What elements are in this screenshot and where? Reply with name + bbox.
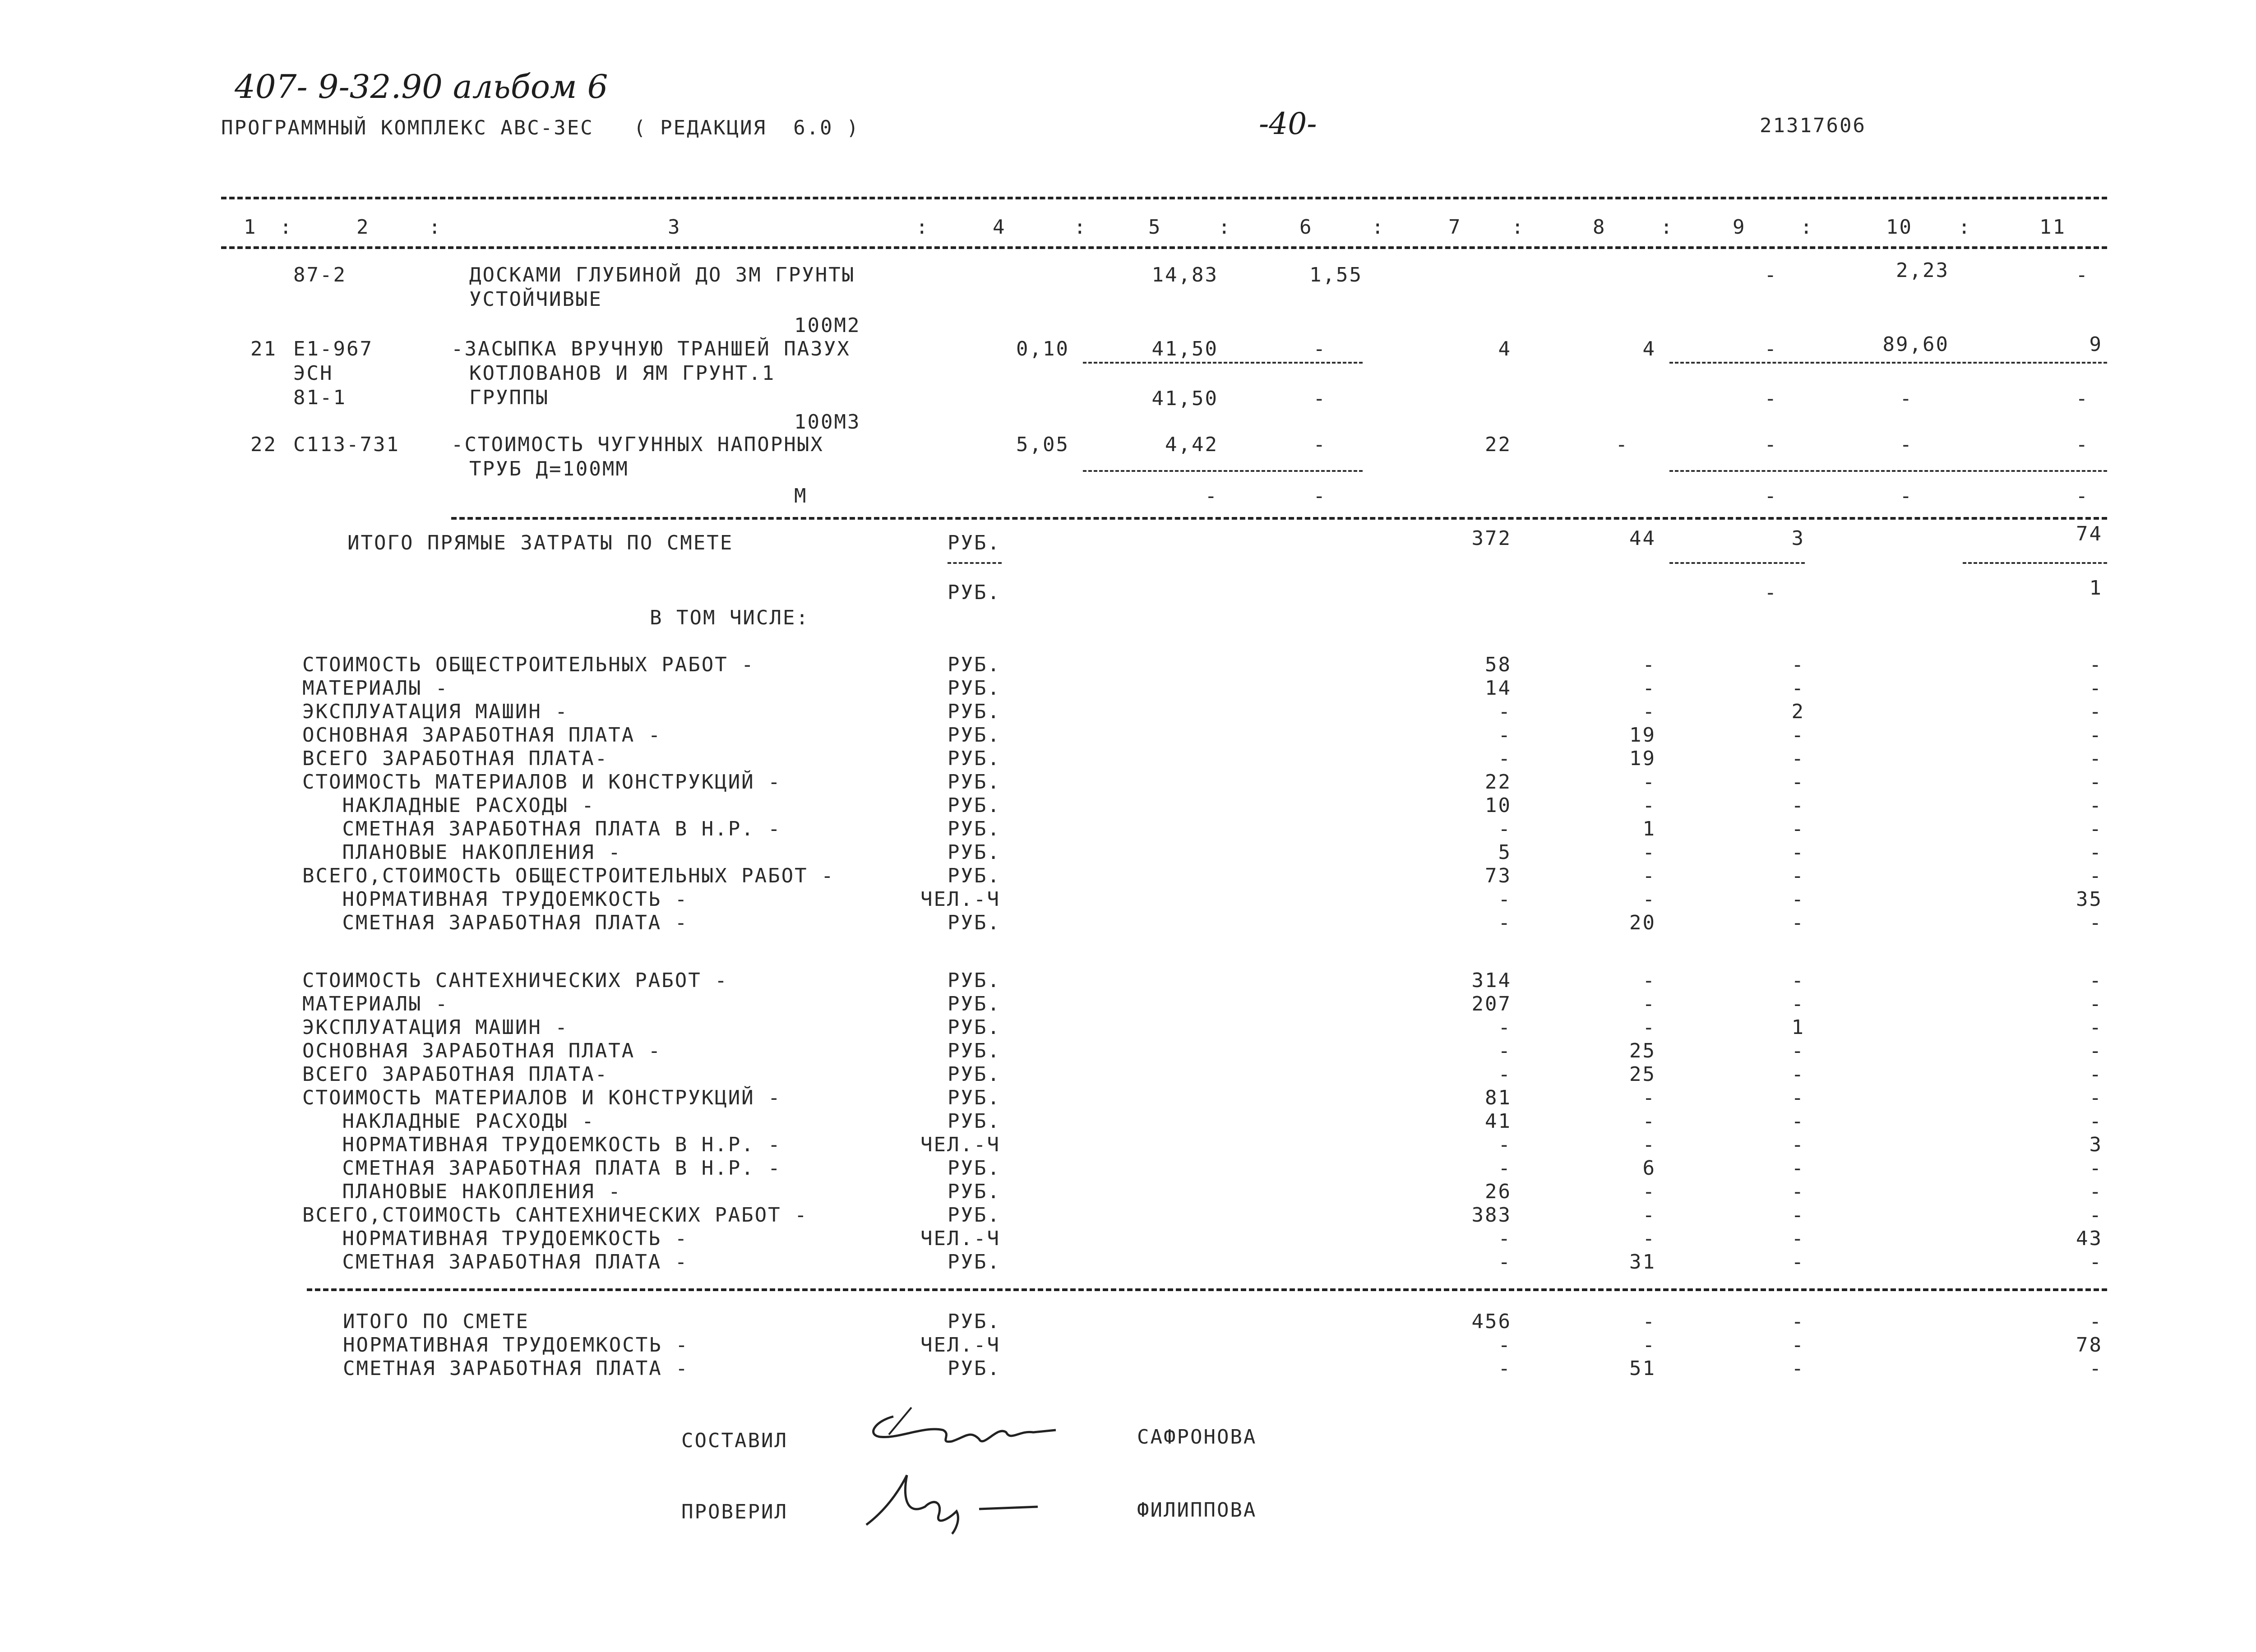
row-col11: 35: [2076, 888, 2103, 911]
row-col9: -: [1791, 724, 1805, 747]
row-col9: -: [1791, 969, 1805, 992]
row-col11: -: [2089, 1157, 2103, 1180]
row-col8: -: [1642, 864, 1656, 887]
row-col7: 5: [1498, 841, 1512, 864]
row-col7: -: [1498, 1063, 1512, 1086]
row-label: ОСНОВНАЯ ЗАРАБОТНАЯ ПЛАТА -: [302, 1039, 662, 1062]
row-col8: -: [1642, 677, 1656, 700]
sub-rule: [1669, 470, 2107, 472]
column-header-1: 1: [244, 216, 257, 239]
item-col5: 41,50: [1151, 337, 1218, 360]
row-col9: -: [1791, 841, 1805, 864]
item-col5: 14,83: [1151, 263, 1218, 286]
item-col4: 5,05: [1016, 433, 1069, 456]
row-unit: РУБ.: [948, 817, 1001, 840]
totals-col9: 3: [1791, 527, 1805, 550]
item-col6: -: [1313, 337, 1327, 360]
item-col5: -: [1205, 485, 1218, 508]
item-number: 21: [250, 337, 277, 360]
item-col10: 2,23: [1896, 259, 1949, 282]
row-col8: -: [1642, 771, 1656, 794]
row-unit: РУБ.: [948, 1063, 1001, 1086]
item-unit: 100М2: [794, 314, 861, 337]
column-separator: :: [1218, 216, 1232, 239]
row-col8: -: [1642, 700, 1656, 723]
row-col9: -: [1791, 992, 1805, 1015]
row-col11: 78: [2076, 1334, 2103, 1357]
row-label: ИТОГО ПО СМЕТЕ: [343, 1310, 529, 1333]
item-col10: -: [1900, 485, 1913, 508]
sub-rule: [1963, 562, 2107, 564]
row-col9: -: [1791, 1086, 1805, 1109]
row-col9: -: [1791, 1310, 1805, 1333]
column-separator: :: [429, 216, 442, 239]
row-col9: -: [1791, 794, 1805, 817]
item-col10: -: [1900, 387, 1913, 410]
row-unit: РУБ.: [948, 724, 1001, 747]
item-description: ГРУППЫ: [469, 386, 549, 409]
row-col9: -: [1791, 888, 1805, 911]
checked-label: ПРОВЕРИЛ: [681, 1500, 788, 1523]
row-col11: -: [2089, 1063, 2103, 1086]
item-col8: 4: [1642, 337, 1656, 360]
row-col11: -: [2089, 1039, 2103, 1062]
item-col9: -: [1764, 387, 1778, 410]
row-label: ВСЕГО ЗАРАБОТНАЯ ПЛАТА-: [302, 747, 609, 770]
item-unit: М: [794, 485, 808, 508]
row-col7: 314: [1471, 969, 1512, 992]
row-label: СМЕТНАЯ ЗАРАБОТНАЯ ПЛАТА -: [302, 1251, 689, 1274]
row-col11: -: [2089, 724, 2103, 747]
column-header-4: 4: [993, 216, 1006, 239]
row-label: СТОИМОСТЬ МАТЕРИАЛОВ И КОНСТРУКЦИЙ -: [302, 1086, 781, 1109]
row-label: МАТЕРИАЛЫ -: [302, 677, 449, 700]
item-code: 87-2: [293, 263, 347, 286]
item-description: ТРУБ Д=100ММ: [469, 457, 629, 480]
column-separator: :: [1512, 216, 1525, 239]
column-separator: :: [1660, 216, 1674, 239]
row-unit: РУБ.: [948, 771, 1001, 794]
row-col8: -: [1642, 1227, 1656, 1250]
checked-name: ФИЛИППОВА: [1137, 1499, 1257, 1522]
row-unit: ЧЕЛ.-Ч: [920, 1334, 1000, 1357]
totals-label: ИТОГО ПРЯМЫЕ ЗАТРАТЫ ПО СМЕТЕ: [347, 531, 734, 554]
totals-col11: 1: [2089, 577, 2103, 600]
row-label: ВСЕГО ЗАРАБОТНАЯ ПЛАТА-: [302, 1063, 609, 1086]
row-col9: -: [1791, 911, 1805, 934]
row-col9: -: [1791, 1110, 1805, 1133]
column-header-8: 8: [1593, 216, 1606, 239]
item-col10: 89,60: [1882, 333, 1949, 356]
row-col8: -: [1642, 1133, 1656, 1156]
row-label: ПЛАНОВЫЕ НАКОПЛЕНИЯ -: [302, 841, 622, 864]
item-col10: -: [1900, 433, 1913, 456]
row-col7: 14: [1485, 677, 1512, 700]
row-unit: РУБ.: [948, 1204, 1001, 1227]
row-label: СМЕТНАЯ ЗАРАБОТНАЯ ПЛАТА -: [343, 1357, 689, 1380]
compiled-name: САФРОНОВА: [1137, 1426, 1257, 1449]
row-col9: -: [1791, 1180, 1805, 1203]
row-col7: 81: [1485, 1086, 1512, 1109]
sub-rule: [948, 562, 1002, 564]
row-col8: 6: [1642, 1157, 1656, 1180]
row-col11: -: [2089, 700, 2103, 723]
row-col11: -: [2089, 1110, 2103, 1133]
item-col4: 0,10: [1016, 337, 1069, 360]
row-col11: -: [2089, 992, 2103, 1015]
row-col9: -: [1791, 747, 1805, 770]
item-col11: -: [2076, 485, 2089, 508]
including-label: В ТОМ ЧИСЛЕ:: [650, 606, 809, 629]
sub-rule: [1083, 362, 1363, 364]
row-col11: -: [2089, 817, 2103, 840]
row-col11: -: [2089, 1310, 2103, 1333]
row-label: СТОИМОСТЬ САНТЕХНИЧЕСКИХ РАБОТ -: [302, 969, 728, 992]
item-col11: 9: [2089, 333, 2103, 356]
row-col9: -: [1791, 864, 1805, 887]
totals-unit: РУБ.: [948, 531, 1001, 554]
item-code: ЭСН: [293, 362, 333, 385]
item-col9: -: [1764, 337, 1778, 360]
row-col9: -: [1791, 1227, 1805, 1250]
row-col8: -: [1642, 1086, 1656, 1109]
item-code: Е1-967: [293, 337, 373, 360]
row-label: НАКЛАДНЫЕ РАСХОДЫ -: [302, 1110, 595, 1133]
row-col8: 31: [1629, 1251, 1656, 1274]
column-header-6: 6: [1299, 216, 1313, 239]
item-col6: -: [1313, 485, 1327, 508]
row-col11: -: [2089, 1251, 2103, 1274]
item-col7: 22: [1485, 433, 1512, 456]
row-unit: РУБ.: [948, 700, 1001, 723]
item-unit: 100М3: [794, 411, 861, 434]
row-col8: 25: [1629, 1039, 1656, 1062]
row-unit: РУБ.: [948, 1086, 1001, 1109]
document-number: 21317606: [1760, 114, 1866, 137]
row-col11: -: [2089, 771, 2103, 794]
row-col8: 1: [1642, 817, 1656, 840]
item-col5: 41,50: [1151, 387, 1218, 410]
row-label: СМЕТНАЯ ЗАРАБОТНАЯ ПЛАТА В Н.Р. -: [302, 817, 781, 840]
row-col7: 456: [1471, 1310, 1512, 1333]
row-unit: РУБ.: [948, 911, 1001, 934]
row-col11: -: [2089, 864, 2103, 887]
row-unit: РУБ.: [948, 1157, 1001, 1180]
row-col9: 2: [1791, 700, 1805, 723]
row-col7: -: [1498, 1334, 1512, 1357]
row-col7: -: [1498, 724, 1512, 747]
row-col7: -: [1498, 1157, 1512, 1180]
row-col11: -: [2089, 911, 2103, 934]
row-col8: -: [1642, 1180, 1656, 1203]
row-label: ЭКСПЛУАТАЦИЯ МАШИН -: [302, 700, 569, 723]
row-label: НОРМАТИВНАЯ ТРУДОЕМКОСТЬ В Н.Р. -: [302, 1133, 781, 1156]
column-separator: :: [916, 216, 929, 239]
column-separator: :: [1372, 216, 1385, 239]
item-description: ДОСКАМИ ГЛУБИНОЙ ДО 3М ГРУНТЫ: [469, 263, 855, 286]
row-unit: РУБ.: [948, 794, 1001, 817]
item-description: УСТОЙЧИВЫЕ: [469, 288, 602, 311]
row-label: МАТЕРИАЛЫ -: [302, 992, 449, 1015]
item-col6: 1,55: [1309, 263, 1363, 286]
row-col11: -: [2089, 1180, 2103, 1203]
row-unit: РУБ.: [948, 1016, 1001, 1039]
row-unit: РУБ.: [948, 1180, 1001, 1203]
row-col7: 73: [1485, 864, 1512, 887]
row-col9: -: [1791, 1204, 1805, 1227]
row-col11: -: [2089, 1204, 2103, 1227]
item-col8: -: [1615, 433, 1629, 456]
column-header-5: 5: [1148, 216, 1162, 239]
row-label: НОРМАТИВНАЯ ТРУДОЕМКОСТЬ -: [302, 1227, 689, 1250]
row-col9: -: [1791, 653, 1805, 676]
row-col11: -: [2089, 1357, 2103, 1380]
rule-final: [307, 1288, 2107, 1291]
row-label: ЭКСПЛУАТАЦИЯ МАШИН -: [302, 1016, 569, 1039]
item-col9: -: [1764, 485, 1778, 508]
row-col11: -: [2089, 969, 2103, 992]
row-label: ОСНОВНАЯ ЗАРАБОТНАЯ ПЛАТА -: [302, 724, 662, 747]
row-label: СМЕТНАЯ ЗАРАБОТНАЯ ПЛАТА -: [302, 911, 689, 934]
row-col8: -: [1642, 969, 1656, 992]
row-col11: -: [2089, 1016, 2103, 1039]
column-header-11: 11: [2039, 216, 2066, 239]
row-label: НОРМАТИВНАЯ ТРУДОЕМКОСТЬ -: [302, 888, 689, 911]
row-col7: 41: [1485, 1110, 1512, 1133]
column-header-9: 9: [1733, 216, 1746, 239]
row-col9: -: [1791, 1157, 1805, 1180]
row-col9: -: [1791, 1039, 1805, 1062]
sub-rule: [1669, 362, 2107, 364]
row-label: ВСЕГО,СТОИМОСТЬ САНТЕХНИЧЕСКИХ РАБОТ -: [302, 1204, 808, 1227]
row-col8: 25: [1629, 1063, 1656, 1086]
row-unit: РУБ.: [948, 969, 1001, 992]
row-col7: 383: [1471, 1204, 1512, 1227]
row-col8: -: [1642, 888, 1656, 911]
row-col7: -: [1498, 1357, 1512, 1380]
row-col8: 19: [1629, 747, 1656, 770]
item-col6: -: [1313, 387, 1327, 410]
row-col9: -: [1791, 1334, 1805, 1357]
row-col7: -: [1498, 700, 1512, 723]
row-col9: -: [1791, 1357, 1805, 1380]
sub-rule: [1669, 562, 1805, 564]
row-label: ВСЕГО,СТОИМОСТЬ ОБЩЕСТРОИТЕЛЬНЫХ РАБОТ -: [302, 864, 835, 887]
row-col7: -: [1498, 1251, 1512, 1274]
row-unit: РУБ.: [948, 653, 1001, 676]
item-col11: -: [2076, 433, 2089, 456]
row-col11: 3: [2089, 1133, 2103, 1156]
row-col11: -: [2089, 794, 2103, 817]
item-col11: -: [2076, 263, 2089, 286]
column-separator: :: [1958, 216, 1972, 239]
row-col8: -: [1642, 1204, 1656, 1227]
column-header-10: 10: [1886, 216, 1913, 239]
row-col7: -: [1498, 1039, 1512, 1062]
row-col8: -: [1642, 841, 1656, 864]
item-code: 81-1: [293, 386, 347, 409]
row-col9: -: [1791, 817, 1805, 840]
column-header-2: 2: [356, 216, 370, 239]
item-col11: -: [2076, 387, 2089, 410]
row-col11: 43: [2076, 1227, 2103, 1250]
row-unit: РУБ.: [948, 1251, 1001, 1274]
row-col7: 10: [1485, 794, 1512, 817]
column-separator: :: [1800, 216, 1814, 239]
row-col7: -: [1498, 911, 1512, 934]
row-col7: -: [1498, 817, 1512, 840]
row-col9: -: [1791, 1063, 1805, 1086]
row-col8: -: [1642, 1310, 1656, 1333]
row-col7: 207: [1471, 992, 1512, 1015]
row-col9: -: [1791, 1251, 1805, 1274]
row-col7: -: [1498, 747, 1512, 770]
row-col7: 58: [1485, 653, 1512, 676]
row-unit: РУБ.: [948, 1310, 1001, 1333]
row-col9: -: [1791, 771, 1805, 794]
item-col9: -: [1764, 263, 1778, 286]
row-unit: РУБ.: [948, 864, 1001, 887]
row-col11: -: [2089, 747, 2103, 770]
signature-compiled: [862, 1398, 1060, 1462]
row-col11: -: [2089, 677, 2103, 700]
handwritten-reference: 407- 9-32.90 альбом 6: [235, 68, 608, 106]
row-label: СТОИМОСТЬ ОБЩЕСТРОИТЕЛЬНЫХ РАБОТ -: [302, 653, 755, 676]
row-unit: РУБ.: [948, 1039, 1001, 1062]
row-col7: 22: [1485, 771, 1512, 794]
row-col8: -: [1642, 653, 1656, 676]
item-col7: 4: [1498, 337, 1512, 360]
page-number: -40-: [1259, 106, 1317, 141]
rule-under-header: [221, 246, 2107, 249]
row-col8: -: [1642, 794, 1656, 817]
row-unit: РУБ.: [948, 1110, 1001, 1133]
row-col7: -: [1498, 888, 1512, 911]
row-unit: ЧЕЛ.-Ч: [920, 1227, 1000, 1250]
row-label: ПЛАНОВЫЕ НАКОПЛЕНИЯ -: [302, 1180, 622, 1203]
row-unit: РУБ.: [948, 747, 1001, 770]
item-col6: -: [1313, 433, 1327, 456]
totals-col11: 74: [2076, 522, 2103, 545]
item-description: КОТЛОВАНОВ И ЯМ ГРУНТ.1: [469, 362, 776, 385]
row-unit: РУБ.: [948, 841, 1001, 864]
row-col11: -: [2089, 653, 2103, 676]
row-col8: -: [1642, 1016, 1656, 1039]
totals-col7: 372: [1471, 527, 1512, 550]
totals-col8: 44: [1629, 527, 1656, 550]
rule-totals: [451, 517, 2107, 520]
totals-col9: -: [1764, 581, 1778, 604]
column-separator: :: [1074, 216, 1087, 239]
item-number: 22: [250, 433, 277, 456]
row-col11: -: [2089, 1086, 2103, 1109]
totals-unit: РУБ.: [948, 581, 1001, 604]
row-col8: -: [1642, 1334, 1656, 1357]
row-unit: РУБ.: [948, 1357, 1001, 1380]
item-col5: 4,42: [1165, 433, 1218, 456]
row-col7: -: [1498, 1016, 1512, 1039]
row-col8: -: [1642, 992, 1656, 1015]
row-col9: 1: [1791, 1016, 1805, 1039]
row-unit: РУБ.: [948, 677, 1001, 700]
item-description: -СТОИМОСТЬ ЧУГУННЫХ НАПОРНЫХ: [451, 433, 824, 456]
row-col9: -: [1791, 1133, 1805, 1156]
item-col9: -: [1764, 433, 1778, 456]
program-title: ПРОГРАММНЫЙ КОМПЛЕКС АВС-3ЕС ( РЕДАКЦИЯ 6.0 ): [221, 116, 860, 139]
row-col7: -: [1498, 1227, 1512, 1250]
row-label: СМЕТНАЯ ЗАРАБОТНАЯ ПЛАТА В Н.Р. -: [302, 1157, 781, 1180]
row-label: НАКЛАДНЫЕ РАСХОДЫ -: [302, 794, 595, 817]
compiled-label: СОСТАВИЛ: [681, 1429, 788, 1452]
column-separator: :: [280, 216, 293, 239]
sub-rule: [1083, 470, 1363, 472]
row-unit: ЧЕЛ.-Ч: [920, 1133, 1000, 1156]
row-label: СТОИМОСТЬ МАТЕРИАЛОВ И КОНСТРУКЦИЙ -: [302, 771, 781, 794]
signature-checked: [857, 1466, 1047, 1538]
row-col8: 51: [1629, 1357, 1656, 1380]
row-col8: 20: [1629, 911, 1656, 934]
row-label: НОРМАТИВНАЯ ТРУДОЕМКОСТЬ -: [343, 1334, 689, 1357]
column-header-7: 7: [1448, 216, 1462, 239]
item-code: С113-731: [293, 433, 400, 456]
row-col7: 26: [1485, 1180, 1512, 1203]
row-col8: 19: [1629, 724, 1656, 747]
column-header-3: 3: [668, 216, 681, 239]
row-unit: РУБ.: [948, 992, 1001, 1015]
row-unit: ЧЕЛ.-Ч: [920, 888, 1000, 911]
row-col7: -: [1498, 1133, 1512, 1156]
rule-top: [221, 197, 2107, 199]
row-col11: -: [2089, 841, 2103, 864]
row-col8: -: [1642, 1110, 1656, 1133]
row-col9: -: [1791, 677, 1805, 700]
item-description: -ЗАСЫПКА ВРУЧНУЮ ТРАНШЕЙ ПАЗУХ: [451, 337, 851, 360]
